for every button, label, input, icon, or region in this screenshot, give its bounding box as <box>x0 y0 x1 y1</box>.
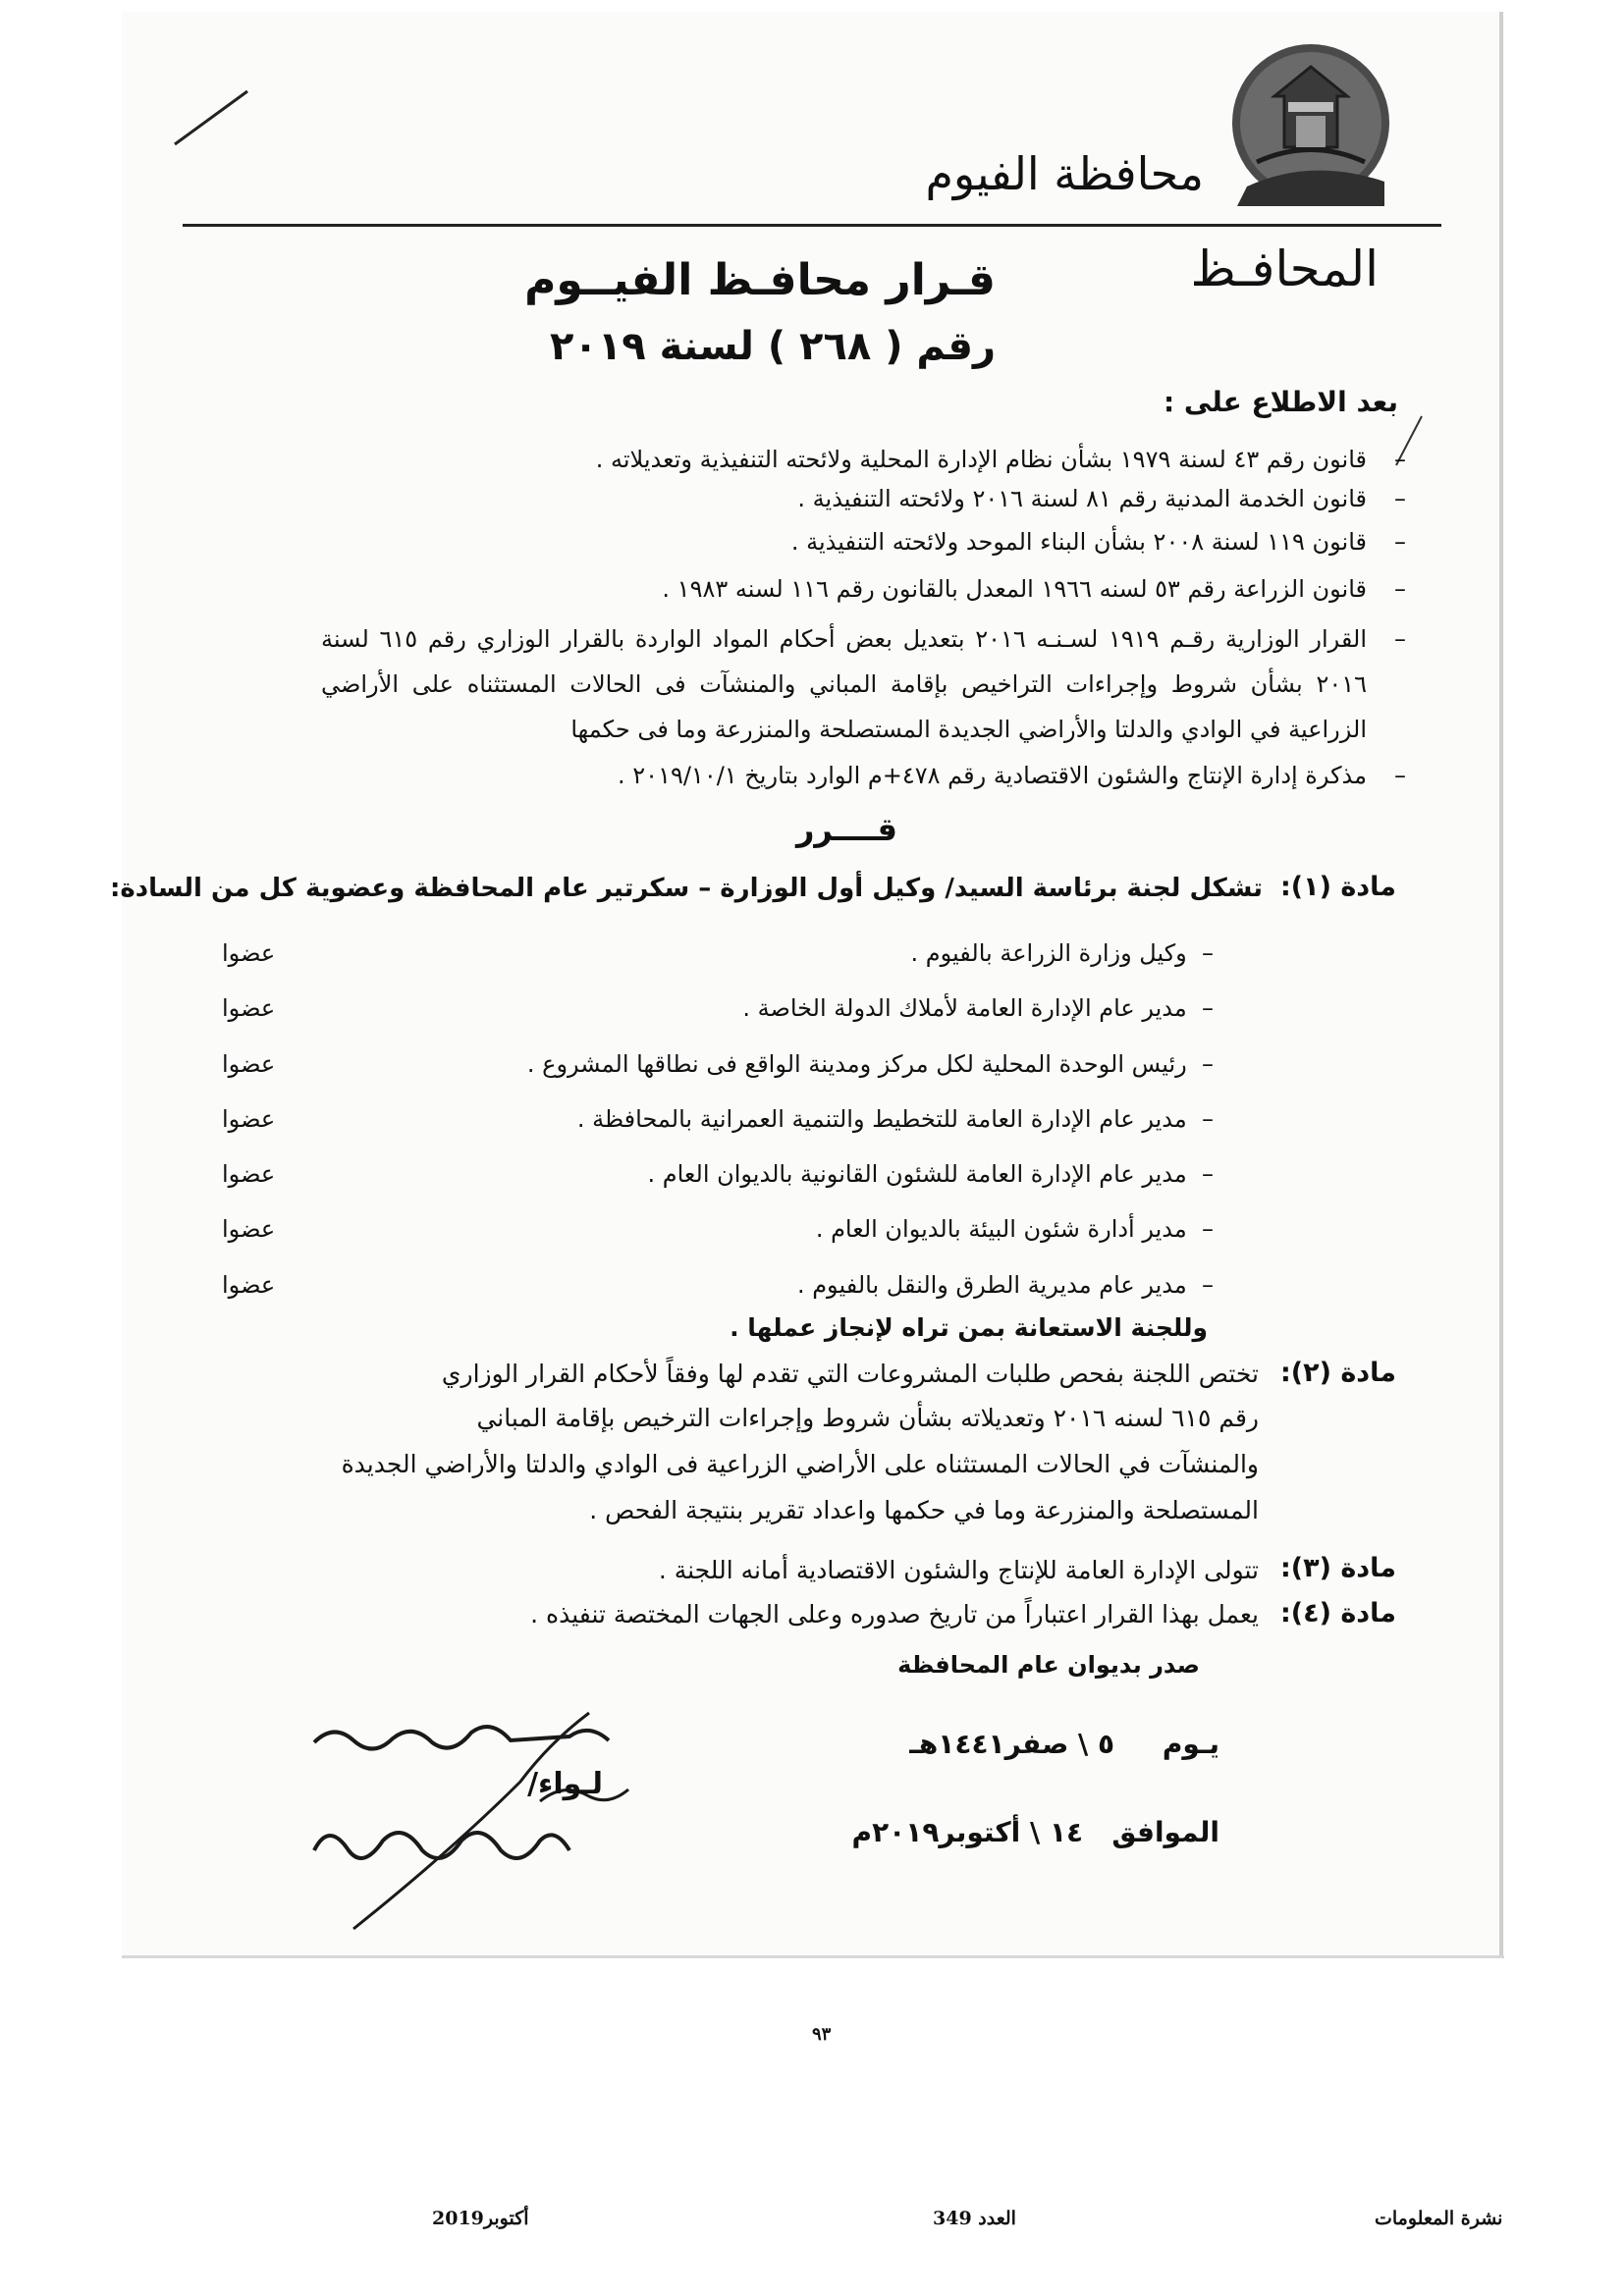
governorate-logo-icon <box>1227 39 1394 206</box>
committee-member: – وكيل وزارة الزراعة بالفيوم . <box>910 939 1214 967</box>
member-role: عضوا <box>222 939 276 967</box>
member-role: عضوا <box>222 1050 276 1078</box>
decision-heading: قــــرر <box>795 811 897 848</box>
article-2-line: تختص اللجنة بفحص طلبات المشروعات التي تقدم لها وفقاً لأحكام القرار الوزاري <box>441 1360 1259 1388</box>
member-role: عضوا <box>222 1105 276 1133</box>
preamble-intro: بعد الاطلاع على : <box>1163 386 1398 418</box>
reference-item: – قانون الخدمة المدنية رقم ٨١ لسنة ٢٠١٦ ولائحته التنفيذية . <box>797 485 1406 512</box>
member-role: عضوا <box>222 1215 276 1243</box>
committee-member: – مدير عام مديرية الطرق والنقل بالفيوم . <box>796 1271 1214 1299</box>
member-role: عضوا <box>222 1160 276 1188</box>
issued-place: صدر بديوان عام المحافظة <box>897 1651 1200 1679</box>
reference-item: – قانون ١١٩ لسنة ٢٠٠٨ بشأن البناء الموحد ولائحته التنفيذية . <box>790 528 1406 556</box>
reference-item: – مذكرة إدارة الإنتاج والشئون الاقتصادية رقم ٤٧٨+م الوارد بتاريخ ٢٠١٩/١٠/١ . <box>618 762 1406 789</box>
committee-member: – رئيس الوحدة المحلية لكل مركز ومدينة الواقع فى نطاقها المشروع . <box>526 1050 1214 1078</box>
reference-item: – قانون الزراعة رقم ٥٣ لسنه ١٩٦٦ المعدل بالقانون رقم ١١٦ لسنه ١٩٨٣ . <box>662 575 1406 603</box>
article-2-line: رقم ٦١٥ لسنه ٢٠١٦ وتعديلاته بشأن شروط وإجراءات الترخيص بإقامة المباني <box>476 1404 1259 1432</box>
decree-number: رقم ( ٢٦٨ ) لسنة ٢٠١٩ <box>550 324 996 369</box>
footer-issue: العدد 349 <box>933 2208 1016 2229</box>
reference-item: – القرار الوزارية رقـم ١٩١٩ لسـنـه ٢٠١٦ بتعديل بعض أحكام المواد الواردة بالقرار الوزاري رقم ٦١٥ لسنة ٢٠١٦ بشأن شروط وإجراءات التراخيص بإقامة المباني والمنشآت فى الحالات المستثناه على الأراضي الزراعية في الوادي والدلتا والأراضي الجديدة المستصلحة والمنزرعة وما فى حكمها <box>321 625 1406 743</box>
footer-date: أكتوبر2019 <box>432 2208 529 2229</box>
article-1-label: مادة (١): <box>1279 872 1396 902</box>
scan-edge <box>1499 12 1503 1957</box>
reference-item: – قانون رقم ٤٣ لسنة ١٩٧٩ بشأن نظام الإدارة المحلية ولائحته التنفيذية وتعديلاته . <box>595 446 1406 473</box>
page-number: ٩٣ <box>812 2024 832 2045</box>
member-role: عضوا <box>222 994 276 1022</box>
handwritten-signature <box>295 1703 707 1949</box>
signature-rank: لـواء/ <box>527 1767 603 1801</box>
pen-stroke-mark <box>167 83 255 152</box>
gregorian-date: الموافق ١٤ \ أكتوبر٢٠١٩م <box>851 1816 1219 1848</box>
committee-member: – مدير عام الإدارة العامة للتخطيط والتنمية العمرانية بالمحافظة . <box>576 1105 1214 1133</box>
governorate-name: محافظة الفيوم <box>925 147 1204 200</box>
scan-edge <box>122 1955 1504 1958</box>
article-4-label: مادة (٤): <box>1279 1598 1396 1629</box>
article-3-label: مادة (٣): <box>1279 1553 1396 1583</box>
committee-member: – مدير عام الإدارة العامة للشئون القانونية بالديوان العام . <box>647 1160 1214 1188</box>
article-3-text: تتولى الإدارة العامة للإنتاج والشئون الاقتصادية أمانه اللجنة . <box>658 1556 1259 1584</box>
member-role: عضوا <box>222 1271 276 1299</box>
article-2-label: مادة (٢): <box>1279 1358 1396 1388</box>
committee-member: – مدير عام الإدارة العامة لأملاك الدولة الخاصة . <box>742 994 1214 1022</box>
hijri-date: يـوم ٥ \ صفر١٤٤١هـ <box>909 1728 1219 1760</box>
committee-member: – مدير أدارة شئون البيئة بالديوان العام . <box>815 1215 1214 1243</box>
decree-title: قـرار محافـظ الفيــوم <box>524 255 996 305</box>
office-title: المحافـظ <box>1190 240 1379 297</box>
article-1-text: تشكل لجنة برئاسة السيد/ وكيل أول الوزارة – سكرتير عام المحافظة وعضوية كل من السادة: <box>109 874 1263 903</box>
article-2-line: المستصلحة والمنزرعة وما في حكمها واعداد تقرير بنتيجة الفحص . <box>589 1496 1259 1524</box>
header-divider <box>183 224 1441 227</box>
footer-publication: نشرة المعلومات <box>1375 2208 1503 2229</box>
article-1-closing: وللجنة الاستعانة بمن تراه لإنجاز عملها . <box>730 1313 1208 1342</box>
article-4-text: يعمل بهذا القرار اعتباراً من تاريخ صدوره وعلى الجهات المختصة تنفيذه . <box>530 1600 1259 1629</box>
article-2-line: والمنشآت في الحالات المستثناه على الأراضي الزراعية فى الوادي والدلتا والأراضي الجديدة <box>341 1450 1259 1478</box>
